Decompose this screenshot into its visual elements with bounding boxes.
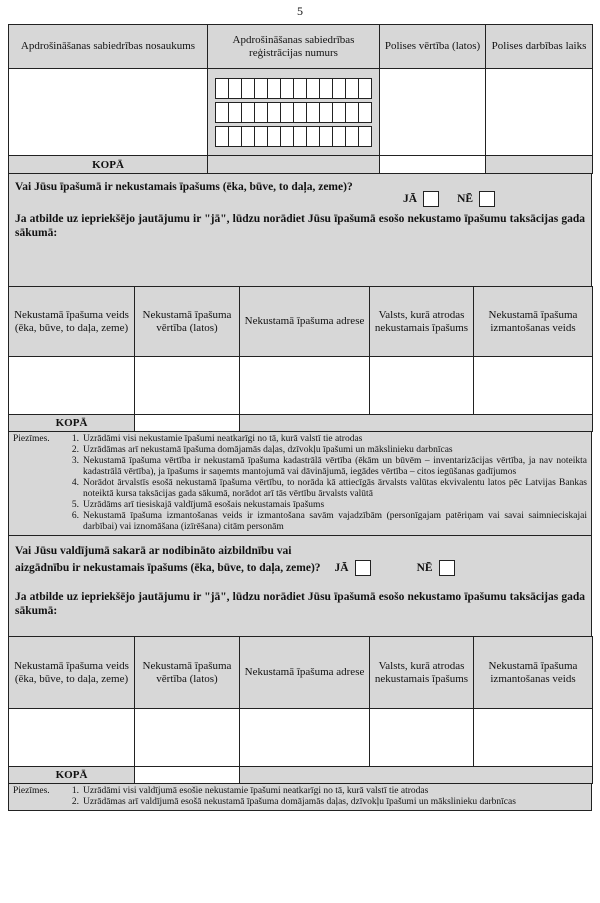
property-type-header: Nekustamā īpašuma veids (ēka, būve, to daļa, zeme) [9,287,135,357]
notes-guardianship-estate: Piezīmes. 1. Uzrādāmi visi valdījumā esošie nekustamie īpašumi neatkarīgi no tā, kurā valstī tie atrodas 2. Uzrādāmas arī valdījumā esošā nekustamā īpašuma domājamās daļas, dzīvokļu īpašumi un mākslinieku darbnīcas [8,784,592,811]
property-value-header: Nekustamā īpašuma vērtība (latos) [135,637,240,709]
property-country-header: Valsts, kurā atrodas nekustamais īpašums [370,287,474,357]
insurer-name-input[interactable] [9,69,208,156]
question1-text: Vai Jūsu īpašumā ir nekustamais īpašums (ēka, būve, to daļa, zeme)? [15,181,353,193]
note-item: Uzrādāmi visi valdījumā esošie nekustamie īpašumi neatkarīgi no tā, kurā valstī tie atrodas [83,786,429,796]
property-usage-header: Nekustamā īpašuma izmantošanas veids [474,637,593,709]
notes2-label: Piezīmes. [13,786,50,796]
property-usage-header: Nekustamā īpašuma izmantošanas veids [474,287,593,357]
property-value-input[interactable] [135,357,240,415]
property-address-input[interactable] [240,709,370,767]
property-type-header: Nekustamā īpašuma veids (ēka, būve, to daļa, zeme) [9,637,135,709]
instruction1-text: Ja atbilde uz iepriekšējo jautājumu ir "jā", lūdzu norādiet Jūsu īpašumā esošo nekustamo īpašumu taksācijas gada sākumā: [15,213,585,239]
question1-yes-checkbox[interactable] [423,191,439,207]
property-value-input[interactable] [135,709,240,767]
property-total-label: KOPĀ [9,415,135,432]
property-type-input[interactable] [9,709,135,767]
note-item: Nekustamā īpašuma izmantošanas veids ir izmantošana savām vajadzībām (personīgajam patēriņam vai savai saimnieciskajai darbībai) vai iznomāšana (izīrēšana) citām personām [83,511,587,532]
property2-total-input[interactable] [135,767,240,784]
insurance-total-label: KOPĀ [9,156,208,174]
question1-no-label: NĒ [457,193,474,205]
reg-number-input-row[interactable] [216,126,372,147]
property-country-input[interactable] [370,357,474,415]
question-guardianship-estate [8,536,592,636]
question1-yes-label: JĀ [403,193,418,205]
question2-no-checkbox[interactable] [439,560,455,576]
property-address-header: Nekustamā īpašuma adrese [240,287,370,357]
policy-term-header: Polises darbības laiks [486,25,593,69]
property-country-input[interactable] [370,709,474,767]
question2-no-label: NĒ [416,562,433,574]
insurance-table [8,24,593,174]
form-page [8,24,592,811]
property-value-header: Nekustamā īpašuma vērtība (latos) [135,287,240,357]
property-country-header: Valsts, kurā atrodas nekustamais īpašums [370,637,474,709]
note-item: Uzrādāms arī tiesiskajā valdījumā esošais nekustamais īpašums [83,500,325,510]
question2-yes-checkbox[interactable] [355,560,371,576]
note-item: Uzrādāmas arī nekustamā īpašuma domājamās daļas, dzīvokļu īpašumi un mākslinieku darbnīcas [83,445,453,455]
reg-number-input-row[interactable] [216,102,372,123]
property-address-header: Nekustamā īpašuma adrese [240,637,370,709]
reg-number-grid [208,69,380,156]
note-item: Uzrādāmi visi nekustamie īpašumi neatkarīgi no tā, kurā valstī tie atrodas [83,434,363,444]
note-item: Nekustamā īpašuma vērtība ir nekustamā īpašuma kadastrālā vērtība (ēkām un būvēm – inventarizācijas vērtība, ja nav noteikta kadastrālā vērtība), ja īpašums ir saņemts mantojumā vai dāvinājumā, iegādes vērtība – citos iegūšanas gadījumos [83,456,587,477]
property-total-input[interactable] [135,415,240,432]
note-item: Norādot ārvalstīs esošā nekustamā īpašuma vērtību, to norāda kā attiecīgās ārvalsts valūtas ekvivalentu latos pēc Latvijas Bankas noteiktā kursa taksācijas gada sākumā, norādot arī tās vērtību ārvalsts valūtā [83,478,587,499]
property-type-input[interactable] [9,357,135,415]
notes1-label: Piezīmes. [13,434,50,444]
policy-value-input[interactable] [380,69,486,156]
property-usage-input[interactable] [474,709,593,767]
guardianship-property-table [8,636,593,784]
insurer-reg-number-header: Apdrošināšanas sabiedrības reģistrācijas numurs [208,25,380,69]
property-usage-input[interactable] [474,357,593,415]
policy-value-header: Polises vērtība (latos) [380,25,486,69]
question-real-estate [8,174,592,286]
property-address-input[interactable] [240,357,370,415]
question2-line1: Vai Jūsu valdījumā sakarā ar nodibināto aizbildnību vai [15,545,292,557]
note-item: Uzrādāmas arī valdījumā esošā nekustamā īpašuma domājamās daļas, dzīvokļu īpašumi un mākslinieku darbnīcas [83,797,516,807]
policy-term-input[interactable] [486,69,593,156]
question1-no-checkbox[interactable] [479,191,495,207]
page-number: 5 [297,4,303,18]
notes-real-estate: Piezīmes. 1. Uzrādāmi visi nekustamie īpašumi neatkarīgi no tā, kurā valstī tie atrodas 2. Uzrādāmas arī nekustamā īpašuma domājamās daļas, dzīvokļu īpašumi un mākslinieku darbnīcas 3. Nekustamā īpašuma vērtība ir nekustamā īpašuma kadastrālā vērtība (ēkām un būvēm – inventarizācijas vērtība, ja nav noteikta kadastrālā vērtība), ja īpašums ir saņemts mantojumā vai dāvinājumā, iegādes vērtība – citos iegūšanas gadījumos 4. Norādot ārvalstīs esošā nekustamā īpašuma vērtību, to norāda kā attiecīgās ārvalsts valūtas ekvivalentu latos pēc Latvijas Bankas noteiktā kursa taksācijas gada sākumā, norādot arī tās vērtību ārvalsts valūtā 5. Uzrādāms arī tiesiskajā valdījumā esošais nekustamais īpašums 6. Nekustamā īpašuma izmantošanas veids ir izmantošana savām vajadzībām (personīgajam patēriņam vai savai saimnieciskajai darbībai) vai iznomāšana (izīrēšana) citām personām [8,432,592,536]
question2-yes-label: JĀ [334,562,349,574]
property2-total-label: KOPĀ [9,767,135,784]
insurance-total-input[interactable] [380,156,486,174]
reg-number-input-row[interactable] [216,78,372,99]
question2-line2: aizgādnību ir nekustamais īpašums (ēka, būve, to daļa, zeme)? [15,562,321,574]
instruction2-text: Ja atbilde uz iepriekšējo jautājumu ir "jā", lūdzu norādiet Jūsu īpašumā esošo nekustamo īpašumu taksācijas gada sākumā: [15,591,585,617]
property-table [8,286,593,432]
insurer-name-header: Apdrošināšanas sabiedrības nosaukums [9,25,208,69]
